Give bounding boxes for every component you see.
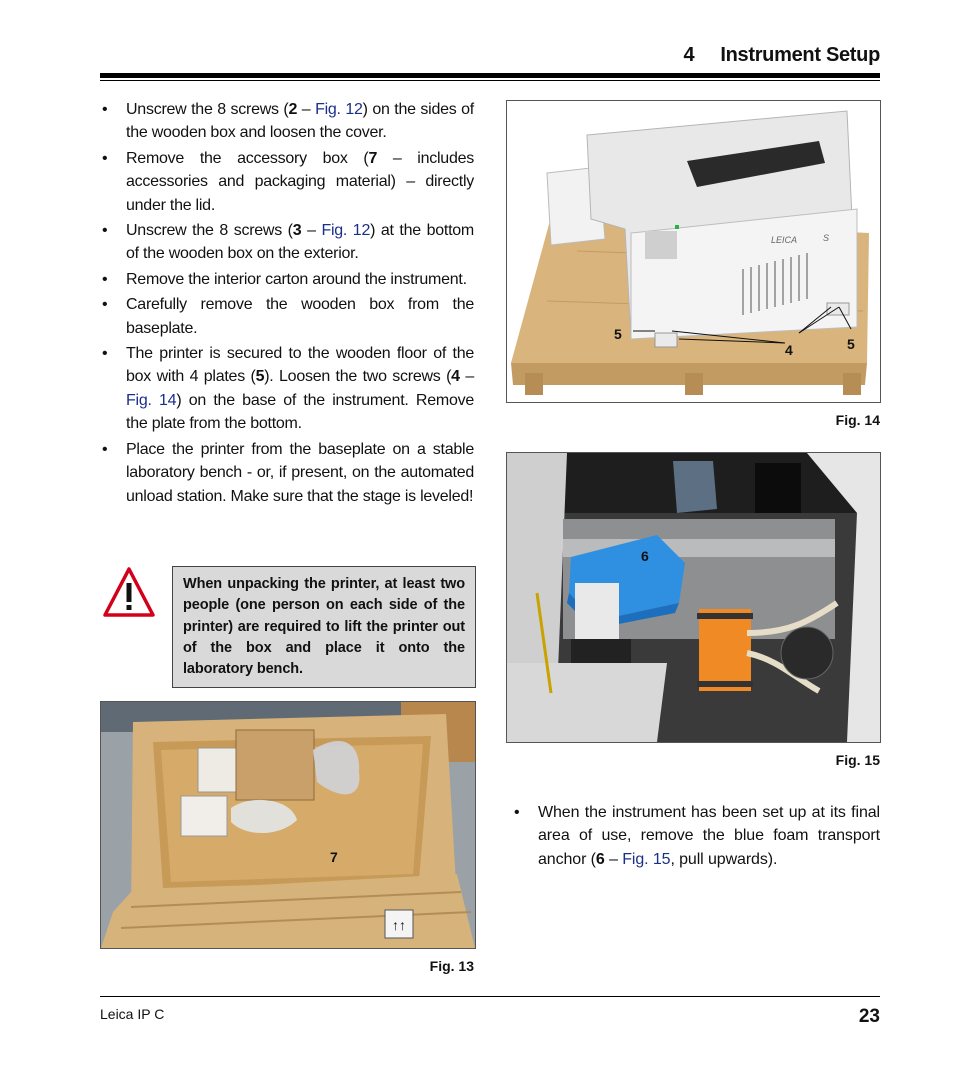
figure-13-photo [100, 701, 476, 949]
bullet-text: – [301, 222, 322, 240]
callout-number: 5 [255, 368, 265, 386]
wooden-box-illustration [101, 702, 475, 948]
instruction-bullet [100, 268, 474, 291]
chapter-title: Instrument Setup [720, 44, 880, 66]
figure-reference-link[interactable]: Fig. 12 [321, 222, 371, 240]
bullet-text: Remove the interior carton around the instrument. [126, 270, 467, 288]
bullet-text: , pull upwards). [670, 850, 778, 868]
footer-rule [100, 996, 880, 997]
callout-number: 2 [288, 101, 298, 118]
printer-brand-mark: LEICA [771, 235, 798, 245]
bullet-text: – [604, 850, 623, 868]
printer-on-baseplate-illustration [507, 101, 880, 402]
box-arrows-glyph: ↑↑ [392, 917, 406, 933]
instruction-bullet [100, 147, 474, 217]
bullet-text: Place the printer from the baseplate on a stable laboratory bench - or, if present, on the automated unload station. Make sure that the stage is leveled! [126, 440, 474, 505]
fig14-label-4: 4 [785, 342, 793, 358]
bullet-text: ) at the bottom of the wooden box on the exterior. [126, 222, 475, 263]
callout-number: 4 [451, 368, 460, 386]
instruction-bullet [100, 342, 474, 436]
callout-number: 7 [368, 149, 378, 167]
bullet-text: Carefully remove the wooden box from the baseplate. [126, 296, 474, 337]
printer-interior-illustration [507, 453, 880, 742]
fig13-caption: Fig. 13 [429, 958, 474, 974]
bullet-text: The printer is secured to the wooden floor of the box with 4 plates ( [126, 345, 474, 386]
bullet-text: ) on the sides of the wooden box and loosen the cover. [126, 101, 474, 142]
figure-15-photo [506, 452, 881, 743]
bullet-text: When the instrument has been set up at its final area of use, remove the blue foam transport anchor ( [538, 804, 880, 868]
page-number: 23 [858, 1006, 880, 1027]
bullet-text: Remove the accessory box ( [126, 149, 369, 167]
instruction-list-right [512, 801, 880, 871]
bullet-text: – [459, 368, 474, 386]
figure-14-photo [506, 100, 881, 403]
header-rule-thin [100, 80, 880, 81]
warning-notice: When unpacking the printer, at least two people (one person on each side of the printer) are required to lift the printer out of the box and place it onto the laboratory bench. [172, 566, 476, 688]
figure-reference-link[interactable]: Fig. 15 [622, 850, 671, 868]
fig14-label-5-left: 5 [614, 326, 622, 342]
bullet-text: Unscrew the 8 screws ( [126, 222, 293, 240]
instruction-list-left [100, 98, 474, 510]
fig15-label-6: 6 [641, 548, 649, 564]
instruction-bullet [100, 219, 474, 266]
bullet-text: – [297, 101, 316, 118]
fig15-caption: Fig. 15 [835, 752, 880, 768]
footer-product: Leica IP C [100, 1006, 165, 1022]
bullet-text: ) on the base of the instrument. Remove the plate from the bottom. [126, 391, 475, 433]
instruction-bullet [100, 293, 474, 340]
instruction-bullet [100, 98, 474, 145]
chapter-number: 4 [683, 44, 695, 66]
fig14-label-5-right: 5 [847, 336, 855, 352]
chapter-heading [684, 44, 880, 67]
callout-number: 3 [292, 222, 302, 240]
figure-reference-link[interactable]: Fig. 12 [315, 101, 363, 118]
header-rule-thick [100, 73, 880, 78]
fig14-caption: Fig. 14 [835, 412, 880, 428]
bullet-text: ). Loosen the two screws ( [264, 368, 452, 386]
instruction-bullet [100, 438, 474, 508]
bullet-text: Unscrew the 8 screws ( [126, 101, 289, 118]
figure-reference-link[interactable]: Fig. 14 [126, 391, 177, 409]
fig13-label-7: 7 [330, 849, 338, 865]
printer-brand-suffix: S [823, 233, 830, 243]
instruction-bullet [512, 801, 880, 871]
warning-triangle-icon [102, 566, 156, 618]
bullet-text: – includes accessories and packaging material) – directly under the lid. [126, 149, 474, 214]
callout-number: 6 [595, 850, 605, 868]
